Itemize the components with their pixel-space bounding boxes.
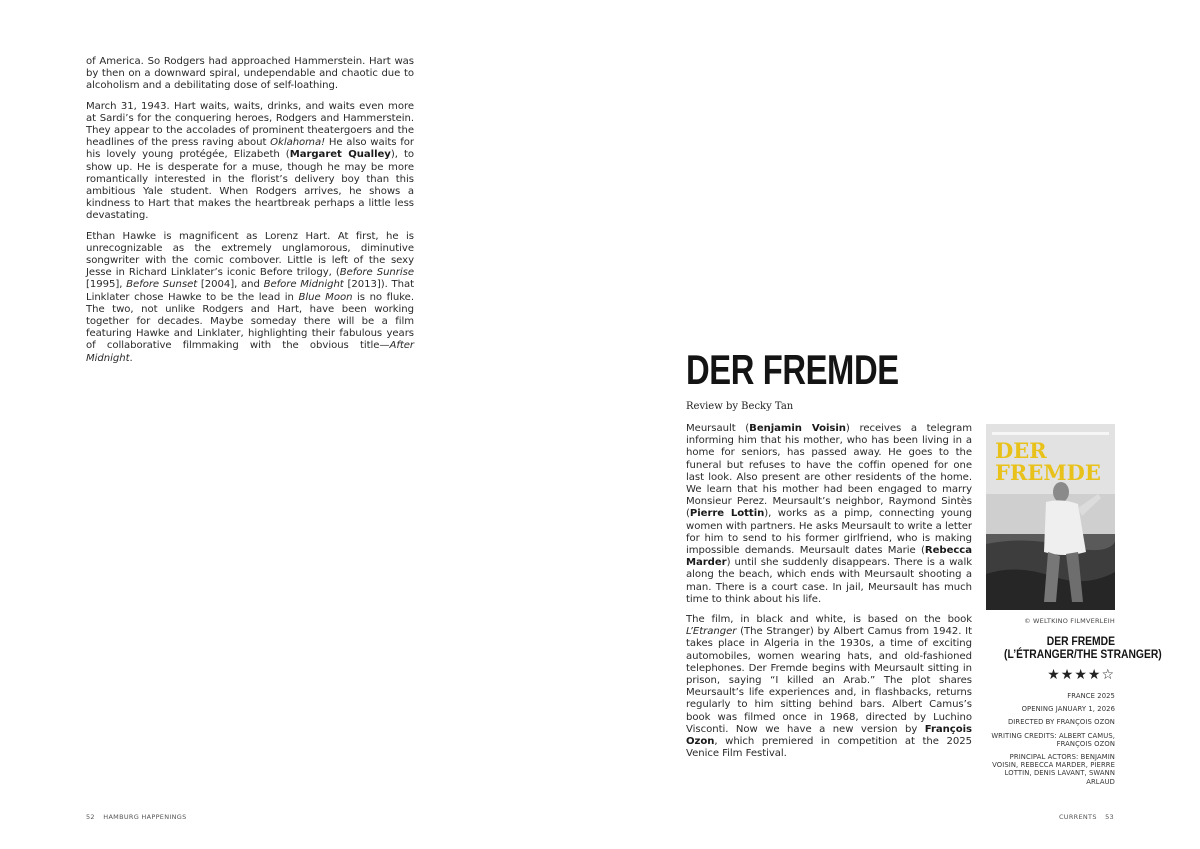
- italic-title: Before Sunset: [126, 279, 198, 291]
- text-run: [2013]). That Linklater chose Hawke to be the lead in: [86, 279, 414, 303]
- text-run: ) receives a telegram informing him that his mother, who has been living in a home for seniors, has passed away. He goes to the funeral but refuses to have the coffin opened for one last look. Also present are other residents of the home. We learn that his mother had been engaged to marry Monsieur Perez. Meursault’s neighbor, Raymond Sintès (: [686, 423, 972, 520]
- photo-credit: © WELTKINO FILMVERLEIH: [1024, 617, 1115, 625]
- text-run: (The Stranger) by Albert Camus from 1942. It takes place in Algeria in the 1930s, a time of exciting automobiles, women wearing hats, and old-fashioned telephones. Der Fremde begins with Meursault sitting in prison, saying “I killed an Arab.” The plot shares Meursault’s life experiences and, in flashbacks, returns regularly to him sitting behind bars. Albert Camus’s book was filmed once in 1968, directed by Luchino Visconti. Now we have a new version by: [686, 626, 972, 735]
- meta-writing-credits: WRITING CREDITS: ALBERT CAMUS, FRANÇOIS OZON: [991, 731, 1115, 748]
- actor-name: Benjamin Voisin: [749, 423, 846, 434]
- actor-name: François Ozon: [686, 723, 972, 748]
- italic-title: Before Midnight: [263, 279, 344, 291]
- text-run: ), to show up. He is desperate for a muse, though he may be more romantically interested in the florist’s delivery boy than this ambitious Yale student. When Rodgers arrives, he shows a kindness to Hart that makes the heartbreak perhaps a little less devastating.: [86, 149, 414, 222]
- paragraph: [686, 423, 972, 606]
- text-run: Meursault (: [686, 423, 750, 434]
- text-run: He also waits for his lovely young protégée, Elizabeth (: [86, 137, 414, 161]
- poster-artwork: [986, 424, 1115, 610]
- poster-title-line2: FREMDE: [995, 460, 1101, 485]
- text-run: ), works as a pimp, connecting young women with partners. He asks Meursault to write a letter for him to send to his former girlfriend, who is making impossible demands. Meursault dates Marie (: [686, 508, 972, 557]
- paragraph: [86, 56, 414, 93]
- film-meta: [986, 692, 1115, 786]
- text-run: The film, in black and white, is based on the book: [686, 614, 972, 626]
- page-number: 53: [1105, 813, 1114, 821]
- italic-title: After Midnight: [86, 340, 414, 364]
- italic-title: Oklahoma!: [270, 137, 326, 149]
- meta-country-year: FRANCE 2025: [1067, 692, 1115, 700]
- italic-title: Blue Moon: [298, 291, 353, 303]
- paragraph: [86, 231, 414, 365]
- film-title: [1004, 634, 1162, 661]
- film-title-line1: DER FREMDE: [1046, 634, 1115, 648]
- poster-title-line1: DER: [995, 438, 1047, 463]
- article-continuation: [86, 56, 414, 373]
- text-run: [1995],: [86, 279, 127, 291]
- paragraph: [686, 614, 972, 760]
- paragraph: [86, 101, 414, 223]
- text-run: is no fluke. The two, not unlike Rodgers and Hart, have been working together for decades. Maybe someday there will be a film featuring Hawke and Linklater, highlighting their fabulous years of collaborative filmmaking with the obvious title—: [86, 291, 414, 352]
- meta-principal-actors: PRINCIPAL ACTORS: BENJAMIN VOISIN, REBECCA MARDER, PIERRE LOTTIN, DENIS LAVANT, SWANN ARLAUD: [992, 753, 1115, 786]
- review-headline: DER FREMDE: [686, 346, 899, 393]
- italic-title: L’Etranger: [686, 626, 737, 638]
- actor-name: Pierre Lottin: [689, 508, 765, 520]
- text-run: of America. So Rodgers had approached Hammerstein. Hart was by then on a downward spiral, undependable and chaotic due to alcoholism and a debilitating dose of self-loathing.: [86, 56, 414, 92]
- publication-name: HAMBURG HAPPENINGS: [103, 813, 187, 821]
- film-info-sidebar: [986, 424, 1162, 791]
- left-page-footer: [86, 813, 187, 821]
- right-page: [600, 0, 1200, 849]
- section-name: CURRENTS: [1058, 813, 1097, 821]
- page-number: 52: [86, 813, 95, 821]
- film-poster: [986, 424, 1115, 610]
- film-title-line2: (L’ÉTRANGER/THE STRANGER): [1004, 647, 1162, 661]
- review-body: [686, 423, 972, 768]
- text-run: [2004], and: [197, 279, 264, 291]
- meta-director: DIRECTED BY FRANÇOIS OZON: [1007, 718, 1115, 727]
- text-run: Ethan Hawke is magnificent as Lorenz Hart. At first, he is unrecognizable as the extremely unglamorous, diminutive songwriter with the comic combover. Little is left of the sexy Jesse in Richard Linklater’s iconic Before trilogy, (: [86, 230, 414, 279]
- text-run: .: [129, 352, 133, 364]
- text-run: , which premiered in competition at the 2025 Venice Film Festival.: [686, 736, 972, 760]
- text-run: March 31, 1943. Hart waits, waits, drinks, and waits even more at Sardi’s for the conquering heroes, Rodgers and Hammerstein. They appear to the accolades of prominent theatergoers and the headlines of the press raving about: [86, 100, 414, 149]
- italic-title: Before Sunrise: [339, 267, 414, 279]
- actor-name: Rebecca Marder: [686, 545, 972, 569]
- meta-opening: OPENING JANUARY 1, 2026: [1021, 705, 1115, 714]
- actor-name: Margaret Qualley: [289, 149, 391, 161]
- text-run: ) until she suddenly disappears. There is a walk along the beach, which ends with Meursault shooting a man. There is a court case. In jail, Meursault has much time to think about his life.: [686, 557, 972, 605]
- right-page-footer: [1059, 813, 1114, 821]
- star-rating: ★★★★☆: [1047, 667, 1115, 683]
- review-byline: Review by Becky Tan: [686, 401, 794, 412]
